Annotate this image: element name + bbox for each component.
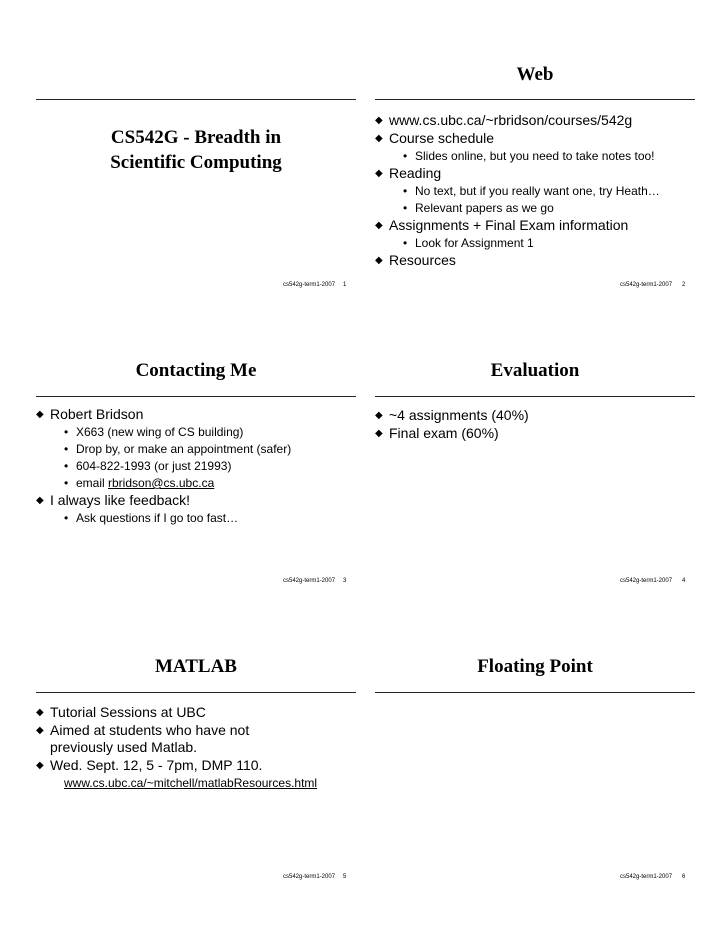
bullet-text: Robert Bridson [50, 406, 144, 422]
dot-bullet-icon: • [403, 201, 408, 215]
sub-list-item [36, 458, 356, 474]
slide-4-divider [375, 396, 695, 397]
diamond-bullet-icon: ◆ [375, 220, 383, 231]
sub-bullet-text: Relevant papers as we go [415, 201, 554, 215]
slide-3-divider [36, 396, 356, 397]
email-link[interactable]: rbridson@cs.ubc.ca [108, 476, 215, 490]
slide-5-divider [36, 692, 356, 693]
diamond-bullet-icon: ◆ [375, 168, 383, 179]
slide-5-title: MATLAB [155, 656, 237, 677]
slide-5-footer: cs542g-term1-2007 [283, 874, 336, 880]
slide-1-divider [36, 99, 356, 100]
slide-2-footer: cs542g-term1-2007 [620, 282, 673, 288]
dot-bullet-icon: • [403, 184, 408, 198]
dot-bullet-icon: • [64, 511, 69, 525]
slide-6-page-number: 6 [682, 874, 686, 880]
slide-6 [375, 592, 695, 880]
bullet-text: Aimed at students who have not previously used Matlab. [50, 722, 250, 755]
bullet-text: Tutorial Sessions at UBC [50, 704, 206, 720]
slide-1-footer: cs542g-term1-2007 [283, 282, 336, 288]
slide-6-divider [375, 692, 695, 693]
diamond-bullet-icon: ◆ [375, 115, 383, 126]
matlab-resources-link[interactable]: www.cs.ubc.ca/~mitchell/matlabResources.html [64, 776, 318, 790]
sub-bullet-text: Ask questions if I go too fast… [76, 511, 239, 525]
bullet-text: Resources [389, 252, 456, 268]
sub-list-item [375, 200, 695, 216]
sub-bullet-text: Drop by, or make an appointment (safer) [76, 442, 292, 456]
list-item [375, 217, 695, 234]
dot-bullet-icon: • [64, 476, 69, 490]
list-item [36, 775, 356, 791]
list-item [375, 252, 695, 269]
slide-4-footer: cs542g-term1-2007 [620, 578, 673, 584]
list-item [375, 407, 695, 424]
sub-list-item [36, 510, 356, 526]
dot-bullet-icon: • [64, 425, 69, 439]
sub-list-item [375, 235, 695, 251]
slide-6-title: Floating Point [477, 656, 593, 677]
slide-1-title-line-2: Scientific Computing [110, 152, 282, 173]
sub-bullet-text: No text, but if you really want one, try Heath… [415, 184, 660, 198]
diamond-bullet-icon: ◆ [375, 255, 383, 266]
list-item [36, 704, 356, 721]
bullet-text: Course schedule [389, 130, 495, 146]
slide-3-footer: cs542g-term1-2007 [283, 578, 336, 584]
slide-1-title-line-1: CS542G - Breadth in [110, 127, 282, 148]
slide-1-page-number: 1 [343, 282, 347, 288]
slide-1 [36, 0, 356, 288]
slide-2-title: Web [516, 64, 554, 85]
slide-4-page-number: 4 [682, 578, 686, 584]
slide-6-footer: cs542g-term1-2007 [620, 874, 673, 880]
list-item [375, 165, 695, 182]
slide-4-title: Evaluation [490, 360, 580, 381]
diamond-bullet-icon: ◆ [36, 707, 44, 718]
slide-5-page-number: 5 [343, 874, 347, 880]
bullet-text: www.cs.ubc.ca/~rbridson/courses/542g [389, 112, 633, 128]
slide-2-page-number: 2 [682, 282, 686, 288]
slide-3 [36, 296, 356, 584]
bullet-text: Wed. Sept. 12, 5 - 7pm, DMP 110. [50, 757, 263, 773]
bullet-text: I always like feedback! [50, 492, 191, 508]
sub-bullet-text: 604-822-1993 (or just 21993) [76, 459, 232, 473]
list-item [36, 406, 356, 423]
sub-list-item [375, 183, 695, 199]
list-item [36, 757, 356, 774]
list-item [36, 722, 275, 756]
diamond-bullet-icon: ◆ [36, 725, 44, 736]
list-item [375, 112, 695, 129]
dot-bullet-icon: • [403, 149, 408, 163]
slide-2-divider [375, 99, 695, 100]
email-prefix: email [76, 476, 109, 490]
slide-2-bullets [375, 112, 695, 270]
slide-5 [36, 592, 356, 880]
slide-2 [375, 0, 695, 288]
diamond-bullet-icon: ◆ [36, 760, 44, 771]
slide-1-title [36, 125, 356, 175]
slide-3-title: Contacting Me [135, 360, 257, 381]
diamond-bullet-icon: ◆ [36, 495, 44, 506]
dot-bullet-icon: • [64, 459, 69, 473]
dot-bullet-icon: • [64, 442, 69, 456]
diamond-bullet-icon: ◆ [375, 133, 383, 144]
dot-bullet-icon: • [403, 236, 408, 250]
diamond-bullet-icon: ◆ [375, 428, 383, 439]
diamond-bullet-icon: ◆ [375, 410, 383, 421]
diamond-bullet-icon: ◆ [36, 409, 44, 420]
sub-bullet-text: Look for Assignment 1 [415, 236, 534, 250]
bullet-text: Reading [389, 165, 442, 181]
bullet-text: ~4 assignments (40%) [389, 407, 529, 423]
slide-4-bullets [375, 407, 695, 443]
slide-5-bullets [36, 704, 356, 791]
sub-list-item [36, 424, 356, 440]
sub-bullet-text: X663 (new wing of CS building) [76, 425, 244, 439]
list-item [36, 492, 356, 509]
bullet-text: Final exam (60%) [389, 425, 499, 441]
slide-3-page-number: 3 [343, 578, 347, 584]
sub-list-item [36, 475, 356, 491]
sub-list-item [36, 441, 356, 457]
sub-bullet-text: Slides online, but you need to take notes too! [415, 149, 655, 163]
list-item [375, 130, 695, 147]
bullet-text: Assignments + Final Exam information [389, 217, 629, 233]
sub-list-item [375, 148, 695, 164]
list-item [375, 425, 695, 442]
slide-4 [375, 296, 695, 584]
slide-3-bullets [36, 406, 356, 527]
